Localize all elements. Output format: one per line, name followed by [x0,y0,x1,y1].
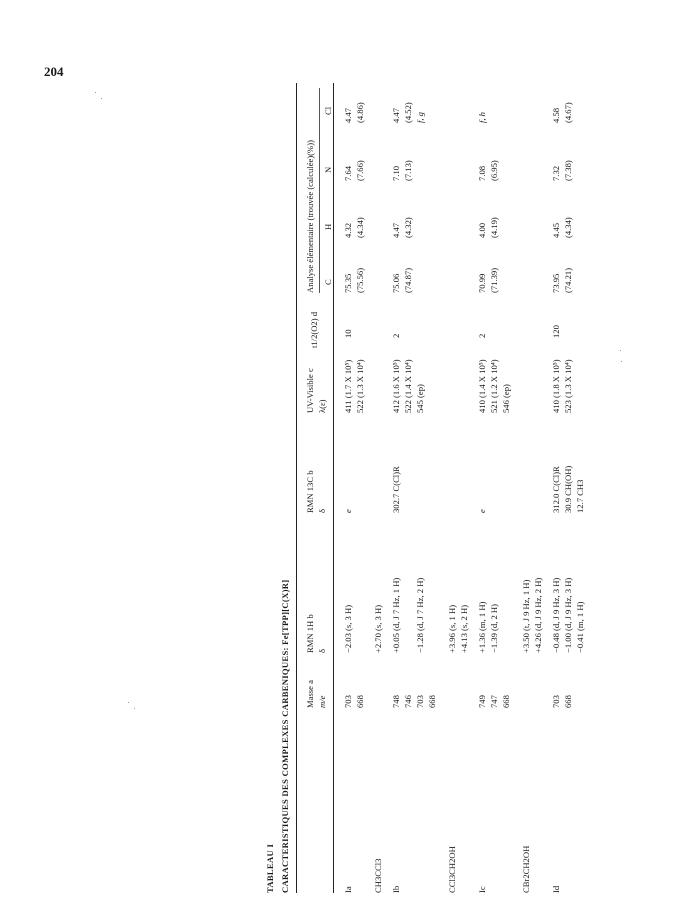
elem-value-h: 4.47 [391,222,401,238]
page-number: 204 [44,64,64,79]
elemental-columns [263,83,633,893]
id-nmr-c-3: 12.7 CH3 [575,479,585,513]
elem-value-n: (7.13) [403,160,413,181]
table-caption: CARACTERISTIQUES DES COMPLEXES CARBENIQUES: Fe[TPP][C(X)R] [280,579,290,893]
header-elem: Analyse élémentaire (trouvée (calculée)(%)) [305,140,315,293]
scan-speck [101,98,102,99]
elem-value-n: 7.64 [343,165,353,181]
id-uv-2: 523 (1.3 X 10⁴) [563,359,573,413]
ib-t12: 2 [391,333,401,338]
elem-value-h: 4.00 [477,222,487,238]
header-uv: UV-Visible c [305,368,315,413]
elem-value-c: (74.21) [563,267,573,293]
ib-nmr-h-1: +0.05 (d, J 7 Hz, 1 H) [391,577,401,653]
elem-value-cl: (4.52) [403,102,413,123]
ib-mass-1: 748 [391,695,401,708]
id-t12: 120 [551,325,561,338]
elem-value-h: 4.45 [551,222,561,238]
ia-t12: 10 [343,329,353,338]
ccl3ch2oh-nmr-h-1: +3.96 (s, 1 H) [447,604,457,653]
ia-uv-1: 411 (1.7 X 10⁵) [343,359,353,413]
row-footnote: f, g [415,112,425,123]
header-mass: Masse a [305,680,315,708]
header-nmr-c-unit: δ [317,508,327,513]
elem-value-n: 7.08 [477,165,487,181]
ib-uv-2: 522 (1.4 X 10⁴) [403,359,413,413]
scan-speck [128,702,129,703]
row-footnote: f, h [477,112,487,123]
elem-value-c: 70.99 [477,273,487,293]
elem-value-h: (4.34) [563,217,573,238]
elem-value-c: 73.95 [551,273,561,293]
elem-value-h: 4.32 [343,222,353,238]
header-nmr-c: RMN 13C b [305,470,315,513]
ib-mass-4: 668 [427,695,437,708]
id-nmr-h-3: −0.41 (m, 1 H) [575,601,585,653]
elem-value-c: 75.35 [343,273,353,293]
id-uv-1: 410 (1.8 X 10⁵) [551,359,561,413]
row-id-ccl3ch2oh: CCl3CH2OH [447,846,457,893]
row-id-cbr2ch2oh: CBr2CH2OH [521,845,531,893]
row-id-ic: Ic [477,886,487,893]
header-nmr-h-unit: δ [317,648,327,653]
elem-value-c: (74.87) [403,267,413,293]
elem-value-cl: (4.67) [563,102,573,123]
id-mass-1: 703 [551,695,561,708]
header-col-cl: Cl [323,106,333,115]
ic-uv-3: 546 (ep) [501,384,511,413]
elem-value-cl: 4.58 [551,107,561,123]
elem-value-c: 75.06 [391,273,401,293]
row-id-ia: Ia [343,886,353,893]
elem-value-c: (75.56) [355,267,365,293]
header-mass-unit: m/e [317,695,327,708]
id-nmr-c-2: 30.9 CH(OH) [563,465,573,513]
cbr2ch2oh-nmr-h-2: +4.26 (d, J 9 Hz, 2 H) [533,577,543,653]
elem-value-n: (7.66) [355,160,365,181]
ic-nmr-h-2: −1.39 (d, 2 H) [489,603,499,653]
elem-value-n: (6.95) [489,160,499,181]
ib-mass-2: 746 [403,695,413,708]
cbr2ch2oh-nmr-h-1: +3.50 (t, J 9 Hz, 1 H) [521,579,531,653]
elem-value-cl: 4.47 [343,107,353,123]
id-mass-2: 668 [563,695,573,708]
ic-nmr-c-1: e [477,509,487,513]
elem-value-h: (4.19) [489,217,499,238]
ic-uv-1: 410 (1.4 X 10⁵) [477,359,487,413]
ib-nmr-h-3: −1.28 (d, J 7 Hz, 2 H) [415,577,425,653]
elem-value-cl: (4.86) [355,102,365,123]
scan-speck [134,708,135,709]
row-id-id: Id [551,885,561,893]
header-col-c: C [323,279,333,285]
header-col-h: H [323,223,333,230]
ccl3ch2oh-nmr-h-2: +4.13 (s, 2 H) [459,604,469,653]
ia-nmr-c-1: e [343,509,353,513]
ib-nmr-c-1: 302.7 C(Cl)R [391,466,401,513]
ch3ccl3-nmr-h: +2.70 (s, 3 H) [373,604,383,653]
header-col-n: N [323,166,333,173]
elem-value-c: (71.39) [489,267,499,293]
id-nmr-h-1: −0.48 (d, J 9 Hz, 3 H) [551,577,561,653]
row-id-ch3ccl3: CH3CCl3 [373,858,383,893]
ic-mass-3: 668 [501,695,511,708]
ic-uv-2: 521 (1.2 X 10⁴) [489,359,499,413]
ia-nmr-h-1: −2.03 (s, 3 H) [343,604,353,653]
elem-value-cl: 4.47 [391,107,401,123]
ic-mass-1: 749 [477,695,487,708]
table-label: TABLEAU I [265,843,275,893]
elem-value-h: (4.34) [355,217,365,238]
ic-t12: 2 [477,333,487,338]
id-nmr-c-1: 312.0 C(Cl)R [551,466,561,513]
elem-value-n: (7.38) [563,160,573,181]
elem-value-n: 7.32 [551,165,561,181]
ic-mass-2: 747 [489,695,499,708]
header-nmr-h: RMN 1H b [305,614,315,653]
ic-nmr-h-1: +1.36 (m, 1 H) [477,601,487,653]
header-t12: t1/2(O2) d [309,311,319,348]
elem-value-n: 7.10 [391,165,401,181]
scan-speck [95,92,96,93]
row-id-ib: Ib [391,885,401,893]
elem-value-h: (4.32) [403,217,413,238]
ia-uv-2: 522 (1.3 X 10⁴) [355,359,365,413]
ib-uv-1: 412 (1.6 X 10⁵) [391,359,401,413]
id-nmr-h-2: −1.00 (d, J 9 Hz, 3 H) [563,577,573,653]
ib-uv-3: 545 (ep) [415,384,425,413]
ia-mass-2: 668 [355,695,365,708]
ia-mass-1: 703 [343,695,353,708]
ib-mass-3: 703 [415,695,425,708]
header-uv-unit: λ(ε) [317,399,327,413]
